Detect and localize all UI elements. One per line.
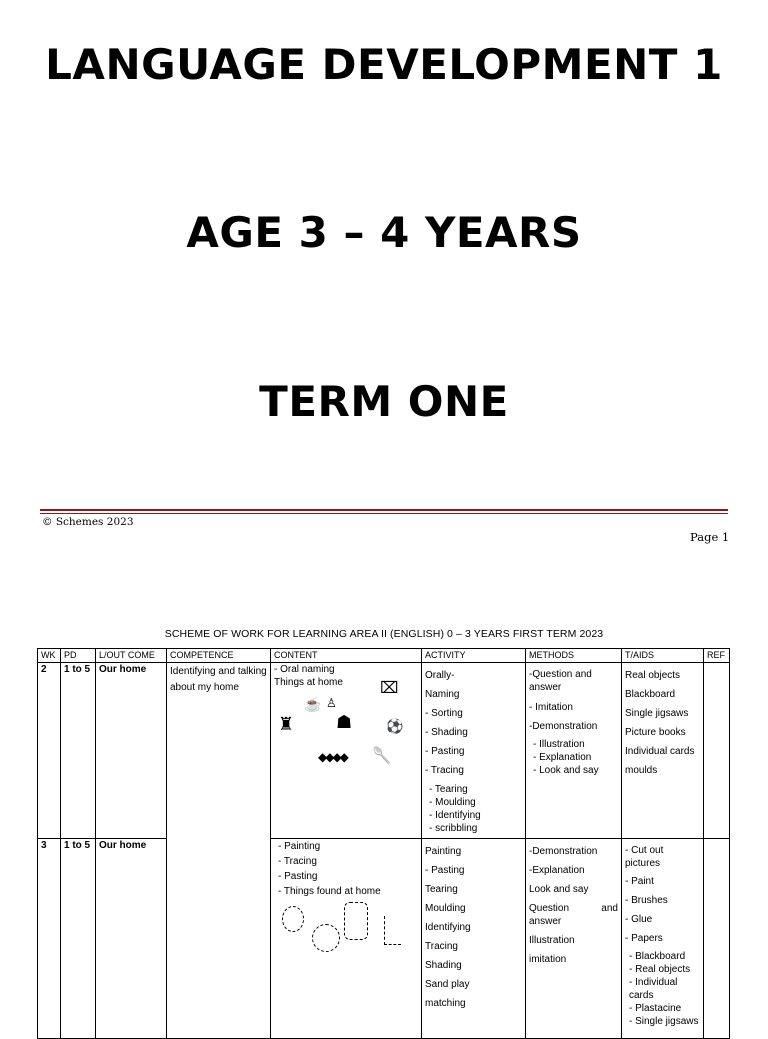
aid-item: - Papers: [625, 933, 663, 944]
aid-item: moulds: [625, 765, 658, 776]
chair-shape-icon: [384, 916, 401, 945]
method-item: Question and answer: [529, 903, 618, 927]
ref-cell: [704, 663, 730, 839]
outcome-cell: Our home: [96, 839, 167, 1039]
method-subitem: - Illustration: [533, 739, 585, 750]
method-item: Illustration: [529, 935, 575, 946]
methods-cell: [526, 839, 622, 1039]
cup-icon: ☕: [304, 696, 322, 712]
header-outcome: L/OUT COME: [96, 649, 167, 663]
footer-rule-bottom: [40, 513, 728, 514]
term-heading: TERM ONE: [259, 377, 509, 426]
activity-item: Moulding: [425, 903, 466, 914]
header-ref: REF: [704, 649, 730, 663]
ref-cell: [704, 839, 730, 1039]
method-subitem: - Explanation: [533, 752, 592, 763]
competence-text: Identifying and talking about my home: [170, 666, 267, 693]
pot-shape-icon: [312, 924, 340, 952]
activity-item: Identifying: [425, 922, 471, 933]
method-item: -Demonstration: [529, 846, 598, 857]
competence-cell: [167, 663, 271, 1039]
ball-icon: ⚽: [386, 718, 404, 734]
aid-item: Blackboard: [625, 689, 676, 700]
activity-subitem: - Tearing: [429, 784, 468, 795]
activity-item: Orally-: [425, 670, 455, 681]
activity-cell: [422, 839, 526, 1039]
header-activity: ACTIVITY: [422, 649, 526, 663]
circle-shape-icon: [282, 906, 304, 932]
method-item: - Imitation: [529, 702, 573, 713]
aids-cell: [622, 839, 704, 1039]
content-line: Things at home: [274, 677, 343, 688]
activity-item: - Tracing: [425, 765, 464, 776]
outcome-cell: Our home: [96, 663, 167, 839]
method-item: -Question and answer: [529, 669, 592, 693]
header-competence: COMPETENCE: [167, 649, 271, 663]
week-cell: 3: [38, 839, 61, 1039]
content-line: - Pasting: [278, 871, 318, 882]
header-content: CONTENT: [271, 649, 422, 663]
dotted-shapes-illustration: [274, 898, 418, 968]
activity-item: - Sorting: [425, 708, 463, 719]
aid-subitem: - Real objects: [629, 964, 691, 975]
activity-cell: [422, 663, 526, 839]
lamp-icon: ♙: [326, 696, 337, 710]
week-cell: 2: [38, 663, 61, 839]
activity-item: matching: [425, 998, 466, 1009]
aid-item: - Paint: [625, 876, 654, 887]
method-subitem: - Look and say: [533, 765, 599, 776]
header-wk: WK: [38, 649, 61, 663]
scheme-table: [37, 648, 730, 1039]
age-range-heading: AGE 3 – 4 YEARS: [186, 208, 582, 257]
aid-subitem: - Single jigsaws: [629, 1016, 699, 1027]
aid-item: - Brushes: [625, 895, 668, 906]
scheme-title: SCHEME OF WORK FOR LEARNING AREA II (ENGLISH) 0 – 3 YEARS FIRST TERM 2023: [164, 628, 604, 640]
activity-item: Painting: [425, 846, 462, 857]
activity-item: Tearing: [425, 884, 458, 895]
aid-item: - Cut out pictures: [625, 845, 664, 869]
activity-subitem: - Identifying: [429, 810, 481, 821]
spoon-icon: 🥄: [372, 748, 392, 765]
chair-icon: ♜: [278, 714, 295, 734]
content-cell: [271, 839, 422, 1039]
aid-item: - Glue: [625, 914, 653, 925]
aid-item: Picture books: [625, 727, 686, 738]
method-item: imitation: [529, 954, 567, 965]
activity-item: Naming: [425, 689, 460, 700]
activity-item: Shading: [425, 960, 462, 971]
jar-shape-icon: [344, 902, 368, 940]
activity-subitem: - scribbling: [429, 823, 478, 834]
activity-item: - Shading: [425, 727, 468, 738]
mat-icon: ◆◆◆◆: [318, 750, 347, 764]
aids-cell: [622, 663, 704, 839]
aid-subitem: - Individual cards: [629, 977, 678, 1001]
method-item: -Explanation: [529, 865, 585, 876]
aid-item: Individual cards: [625, 746, 695, 757]
table-row: [38, 663, 730, 839]
content-line: - Painting: [278, 841, 321, 852]
table-row: [38, 839, 730, 1039]
method-item: Look and say: [529, 884, 589, 895]
copyright-text: © Schemes 2023: [42, 516, 134, 528]
period-cell: 1 to 5: [61, 839, 96, 1039]
activity-subitem: - Moulding: [429, 797, 476, 808]
methods-cell: [526, 663, 622, 839]
header-aids: T/AIDS: [622, 649, 704, 663]
activity-item: Tracing: [425, 941, 458, 952]
method-item: -Demonstration: [529, 721, 598, 732]
document-title: LANGUAGE DEVELOPMENT 1: [45, 40, 723, 89]
aid-subitem: - Blackboard: [629, 951, 686, 962]
period-cell: 1 to 5: [61, 663, 96, 839]
page-number: Page 1: [690, 530, 730, 544]
activity-item: - Pasting: [425, 746, 465, 757]
activity-item: Sand play: [425, 979, 470, 990]
header-methods: METHODS: [526, 649, 622, 663]
content-cell: [271, 663, 422, 839]
activity-item: - Pasting: [425, 865, 465, 876]
footer-rule-top: [40, 509, 728, 511]
aid-subitem: - Plastacine: [629, 1003, 682, 1014]
table-header-row: [38, 649, 730, 663]
stool-icon: ⌧: [380, 680, 399, 697]
table-icon: ☗: [336, 712, 353, 732]
aid-item: Single jigsaws: [625, 708, 689, 719]
header-pd: PD: [61, 649, 96, 663]
aid-item: Real objects: [625, 670, 681, 681]
content-line: - Tracing: [278, 856, 317, 867]
content-line: - Things found at home: [278, 886, 381, 897]
content-line: - Oral naming: [274, 664, 335, 675]
